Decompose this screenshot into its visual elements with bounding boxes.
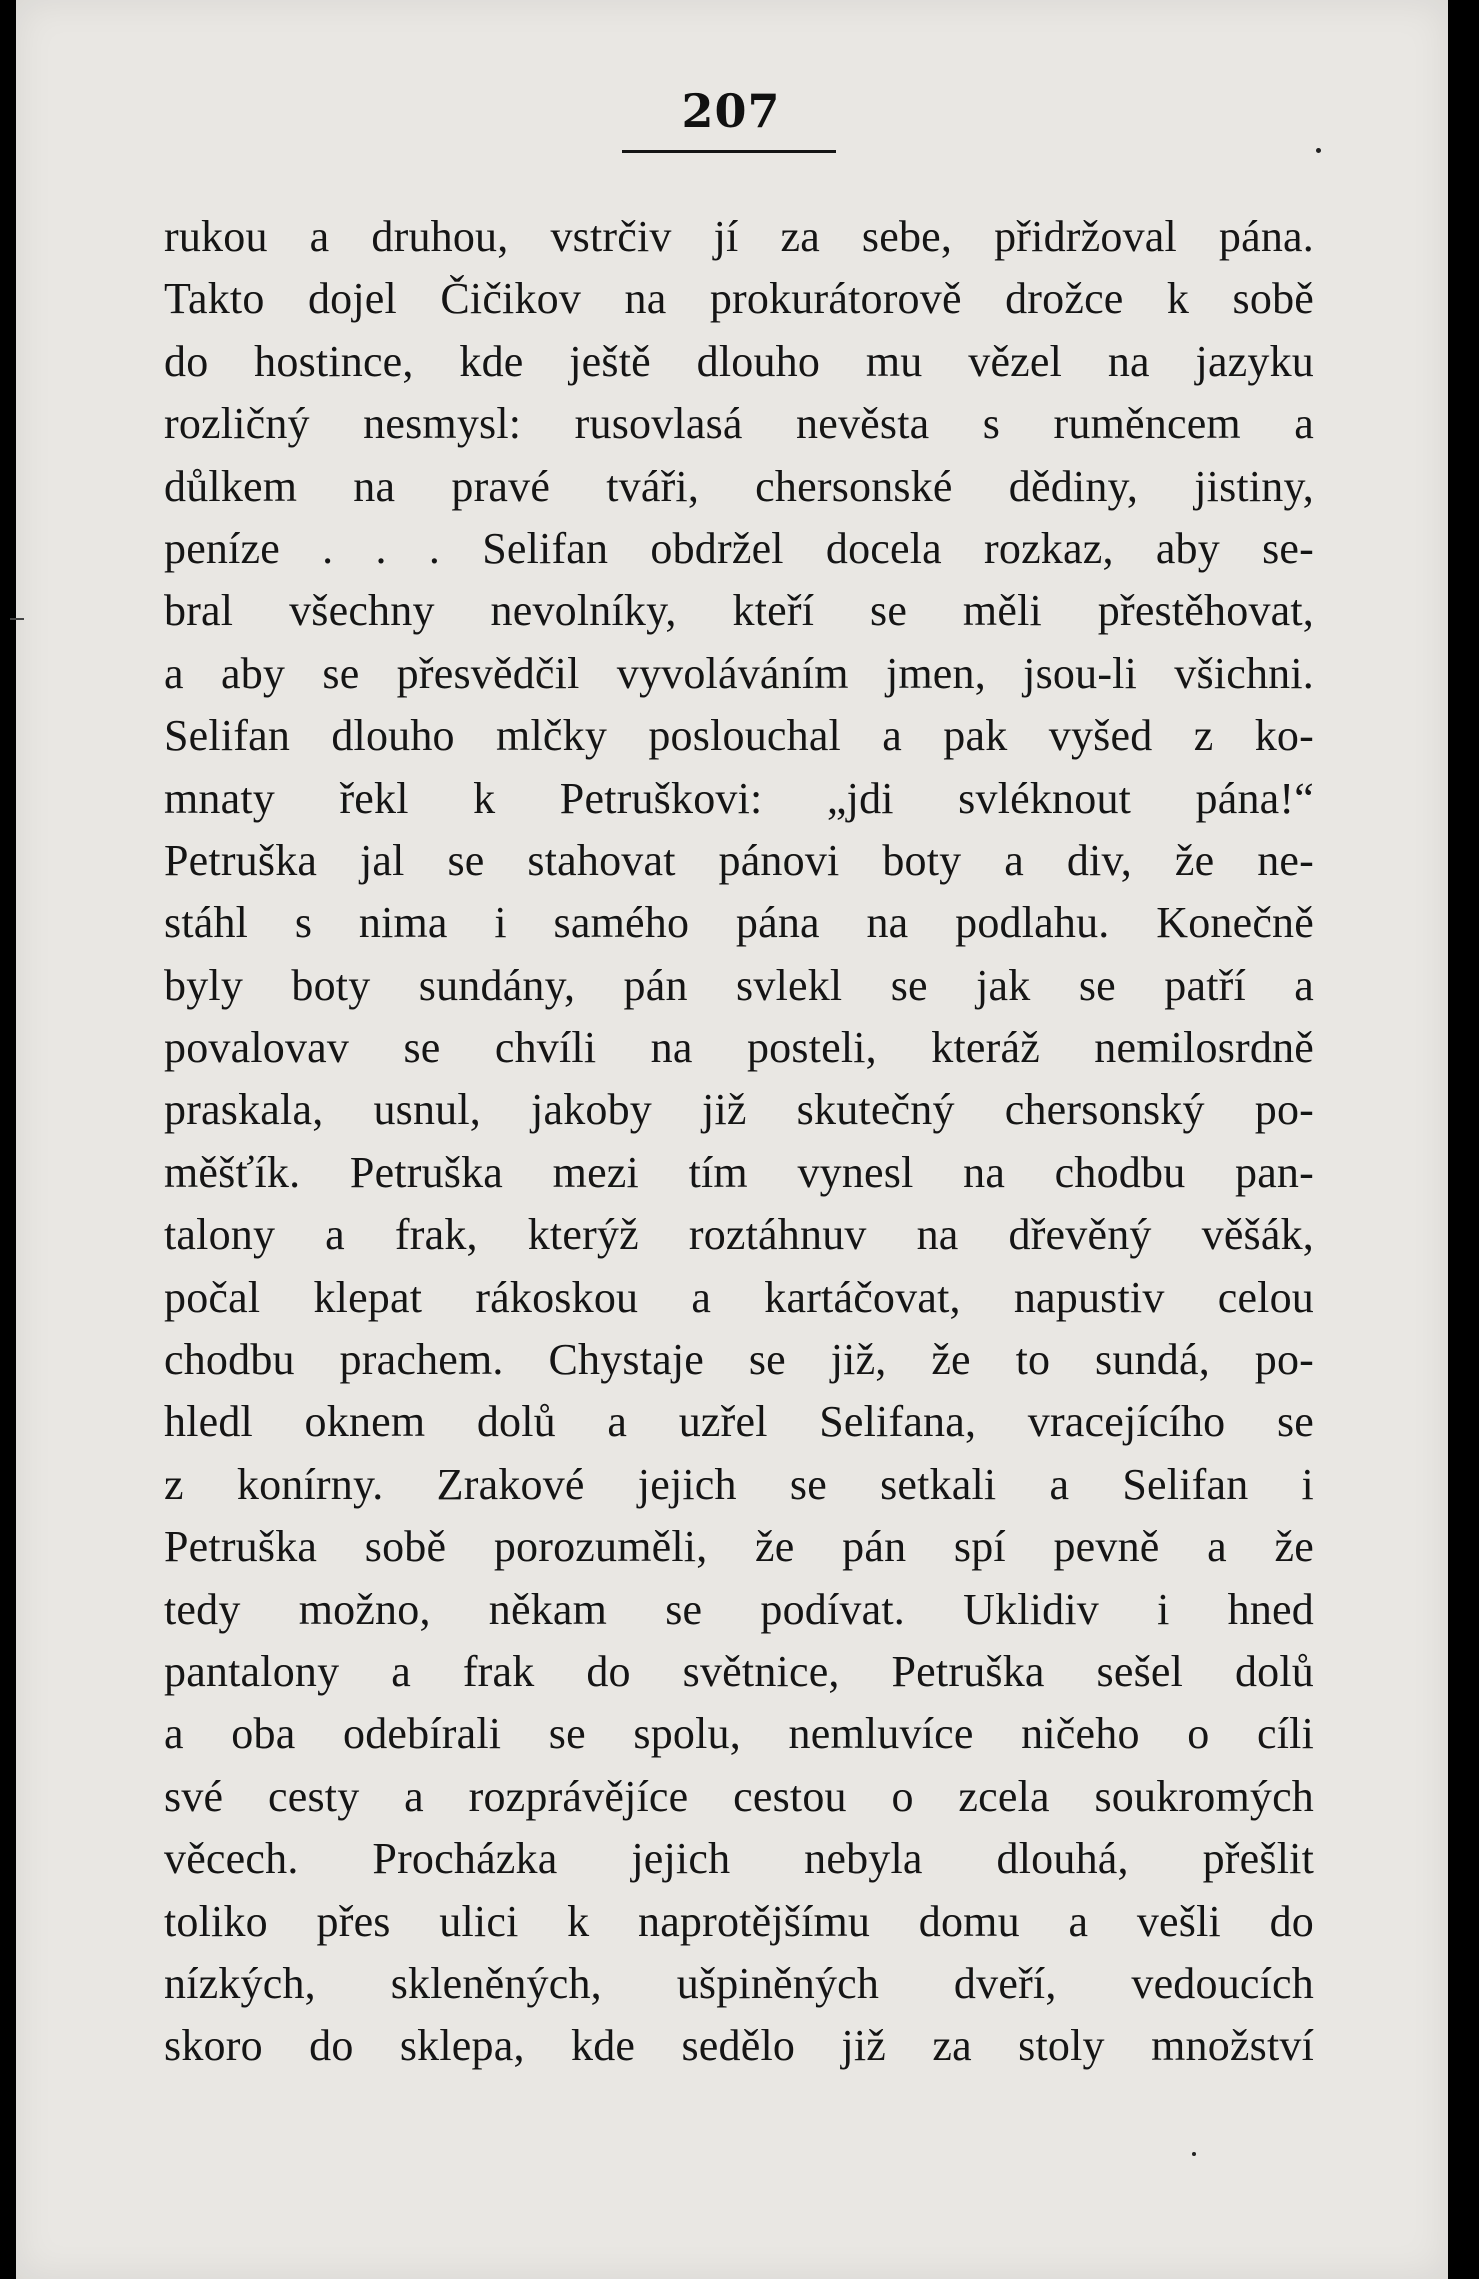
- text-line: důlkem na pravé tváři, chersonské dědiny, jistiny,: [164, 461, 1314, 511]
- text-line: rukou a druhou, vstrčiv jí za sebe, přidržoval pána.: [164, 212, 1314, 261]
- ink-speck: [1316, 148, 1321, 153]
- text-line: peníze . . . Selifan obdržel docela rozkaz, aby se-: [164, 523, 1314, 573]
- text-line: pantalony a frak do světnice, Petruška sešel dolů: [164, 1646, 1314, 1696]
- text-line: a aby se přesvědčil vyvoláváním jmen, jsou-li všichni.: [164, 648, 1314, 698]
- text-line: z konírny. Zrakové jejich se setkali a Selifan i: [164, 1459, 1314, 1509]
- ink-speck: [1192, 2152, 1196, 2156]
- text-line: chodbu prachem. Chystaje se již, že to sundá, po-: [164, 1335, 1314, 1385]
- text-line: své cesty a rozprávějíce cestou o zcela soukromých: [164, 1771, 1314, 1821]
- text-line: věcech. Procházka jejich nebyla dlouhá, přešlit: [164, 1834, 1314, 1884]
- text-line: měšťík. Petruška mezi tím vynesl na chodbu pan-: [164, 1147, 1314, 1197]
- text-line: Takto dojel Čičikov na prokurátorově drožce k sobě: [164, 274, 1314, 324]
- header-rule: [622, 150, 836, 153]
- text-line: do hostince, kde ještě dlouho mu vězel na jazyku: [164, 336, 1314, 386]
- margin-mark: [10, 618, 24, 620]
- text-line: počal klepat rákoskou a kartáčovat, napustiv celou: [164, 1272, 1314, 1322]
- text-line: Petruška sobě porozuměli, že pán spí pevně a že: [164, 1522, 1314, 1572]
- text-line: tedy možno, někam se podívat. Uklidiv i hned: [164, 1584, 1314, 1634]
- text-line: a oba odebírali se spolu, nemluvíce ničeho o cíli: [164, 1709, 1314, 1759]
- text-line: Petruška jal se stahovat pánovi boty a div, že ne-: [164, 835, 1314, 885]
- text-line: praskala, usnul, jakoby již skutečný chersonský po-: [164, 1085, 1314, 1135]
- text-line: Selifan dlouho mlčky poslouchal a pak vyšed z ko-: [164, 711, 1314, 761]
- text-line: toliko přes ulici k naprotějšímu domu a vešli do: [164, 1896, 1314, 1946]
- text-line: hledl oknem dolů a uzřel Selifana, vracejícího se: [164, 1397, 1314, 1447]
- text-line: skoro do sklepa, kde sedělo již za stoly množství: [164, 2021, 1314, 2071]
- text-line: rozličný nesmysl: rusovlasá nevěsta s ruměncem a: [164, 399, 1314, 449]
- text-line: bral všechny nevolníky, kteří se měli přestěhovat,: [164, 586, 1314, 636]
- text-line: mnaty řekl k Petruškovi: „jdi svléknout pána!“: [164, 773, 1314, 823]
- page-number: 207: [681, 84, 781, 138]
- text-line: byly boty sundány, pán svlekl se jak se patří a: [164, 960, 1314, 1010]
- text-line: talony a frak, kterýž roztáhnuv na dřevěný věšák,: [164, 1210, 1314, 1260]
- text-line: stáhl s nima i samého pána na podlahu. Konečně: [164, 898, 1314, 948]
- book-page: [16, 0, 1448, 2279]
- text-line: povalovav se chvíli na posteli, kteráž nemilosrdně: [164, 1023, 1314, 1073]
- body-text: [164, 206, 1314, 2078]
- text-line: nízkých, skleněných, ušpiněných dveří, vedoucích: [164, 1958, 1314, 2008]
